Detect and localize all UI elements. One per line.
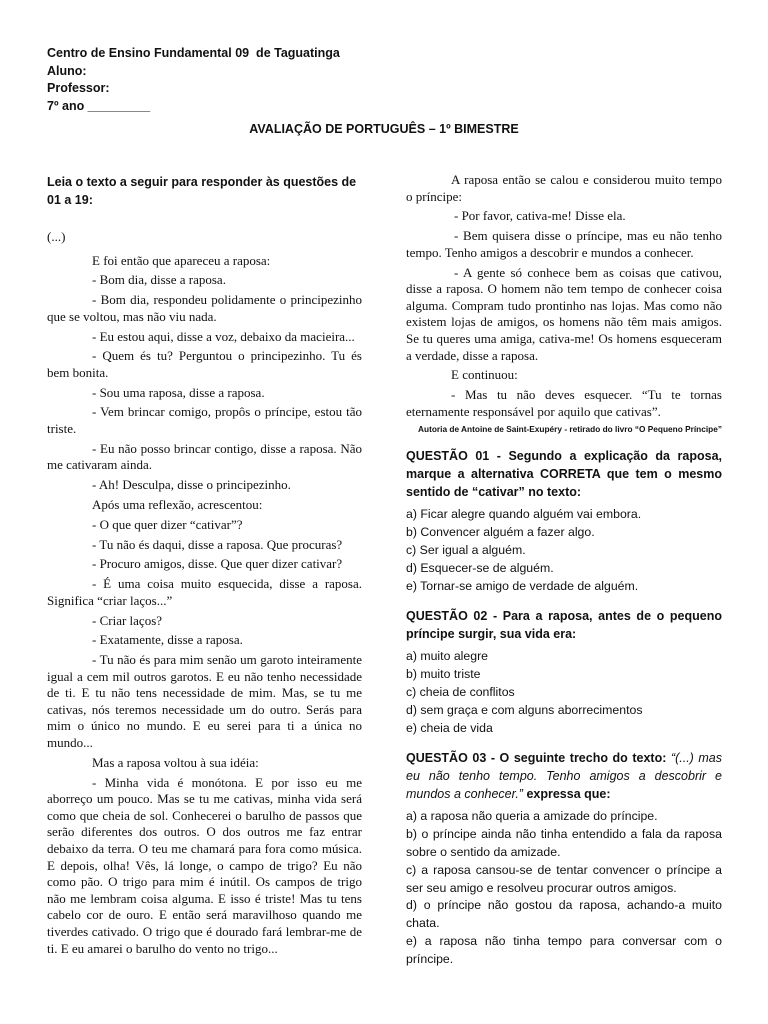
source-credit: Autoria de Antoine de Saint-Exupéry - retirado do livro “O Pequeno Príncipe” <box>418 424 722 435</box>
option-c: c) Ser igual a alguém. <box>406 543 526 558</box>
paragraph: - Bom dia, disse a raposa. <box>92 272 226 288</box>
question-label: QUESTÃO 02 <box>406 609 488 624</box>
option-d: d) sem graça e com alguns aborrecimentos <box>406 702 643 717</box>
question-03 <box>406 749 722 968</box>
option-a: a) Ficar alegre quando alguém vai embora. <box>406 507 642 522</box>
paragraph: - Exatamente, disse a raposa. <box>92 632 243 648</box>
paragraph: - Eu estou aqui, disse a voz, debaixo da macieira... <box>92 328 355 344</box>
question-stem: - O seguinte trecho do texto: <box>486 751 671 766</box>
paragraph: Mas a raposa voltou à sua idéia: <box>92 754 259 770</box>
paragraph: - Bom dia, respondeu polidamente o principezinho que se voltou, mas não viu nada. <box>47 292 362 324</box>
paragraph: - Mas tu não deves esquecer. “Tu te tornas eternamente responsável por aquilo que cativas”. <box>406 387 722 419</box>
school-name: Centro de Ensino Fundamental 09 de Taguatinga <box>47 46 340 60</box>
paragraph: - Procuro amigos, disse. Que quer dizer cativar? <box>92 556 343 572</box>
paragraph: - A gente só conhece bem as coisas que cativou, disse a raposa. O homem não tem tempo de conhecer coisa alguma. Compram tudo prontinho nas lojas. Mas como não existem lojas de amigos, os homens não têm mais amigos. Se tu queres uma amiga, cativa-me! Os homens esqueceram a verdade, disse a raposa. <box>406 264 722 363</box>
paragraph: A raposa então se calou e considerou muito tempo o príncipe: <box>406 172 722 204</box>
page-title: AVALIAÇÃO DE PORTUGUÊS – 1º BIMESTRE <box>249 122 519 136</box>
question-stem: - Segundo a explicação da raposa, marque a alternativa CORRETA que tem o mesmo sentido de “cativar” no texto: <box>406 449 722 500</box>
paragraph: E continuou: <box>451 367 518 383</box>
paragraph: (...) <box>47 229 66 244</box>
option-a: a) a raposa não queria a amizade do príncipe. <box>406 809 658 824</box>
question-quote: “(...) mas eu não tenho tempo. Tenho amigos a descobrir e mundos a conhecer.” <box>406 751 723 802</box>
question-01 <box>406 447 722 595</box>
document-header <box>47 45 447 115</box>
paragraph: - Eu não posso brincar contigo, disse a raposa. Não me cativaram ainda. <box>47 440 362 473</box>
option-b: b) Convencer alguém a fazer algo. <box>406 525 595 540</box>
question-label: QUESTÃO 01 <box>406 449 490 464</box>
paragraph: - Vem brincar comigo, propôs o príncipe, estou tão triste. <box>47 404 362 437</box>
option-c: c) cheia de conflitos <box>406 685 515 700</box>
paragraph: - É uma coisa muito esquecida, disse a raposa. Significa “criar laços...” <box>47 576 362 608</box>
paragraph: - O que quer dizer “cativar”? <box>92 516 243 532</box>
question-tail: expressa que: <box>522 787 611 802</box>
question-header <box>406 447 722 501</box>
option-b: b) o príncipe ainda não tinha entendido a fala da raposa sobre o sentido da amizade. <box>406 827 722 859</box>
option-e: e) a raposa não tinha tempo para conversar com o príncipe. <box>406 933 722 966</box>
paragraph: - Ah! Desculpa, disse o principezinho. <box>92 477 291 493</box>
paragraph: - Por favor, cativa-me! Disse ela. <box>454 208 626 224</box>
option-e: e) Tornar-se amigo de verdade de alguém. <box>406 578 639 593</box>
paragraph: - Criar laços? <box>92 612 163 628</box>
option-d: d) Esquecer-se de alguém. <box>406 560 554 575</box>
grade-field: 7º ano _________ <box>47 98 151 113</box>
right-column <box>406 172 722 981</box>
question-header <box>406 749 722 803</box>
option-e: e) cheia de vida <box>406 720 493 735</box>
question-stem: - Para a raposa, antes de o pequeno príncipe surgir, sua vida era: <box>406 609 722 642</box>
question-label: QUESTÃO 03 <box>406 751 487 766</box>
paragraph: - Sou uma raposa, disse a raposa. <box>92 384 265 400</box>
paragraph: - Quem és tu? Perguntou o principezinho. Tu és bem bonita. <box>47 348 362 380</box>
teacher-field: Professor: <box>47 81 110 95</box>
left-column <box>47 173 362 960</box>
paragraph: Após uma reflexão, acrescentou: <box>92 497 263 512</box>
paragraph: - Bem quisera disse o príncipe, mas eu não tenho tempo. Tenho amigos a descobrir e mundos a conhecer. <box>406 228 722 260</box>
question-02 <box>406 607 722 737</box>
paragraph: - Tu não és daqui, disse a raposa. Que procuras? <box>92 536 343 552</box>
option-d: d) o príncipe não gostou da raposa, achando-a muito chata. <box>406 898 722 931</box>
option-a: a) muito alegre <box>406 649 489 664</box>
paragraph: - Tu não és para mim senão um garoto inteiramente igual a cem mil outros garotos. E eu não tenho necessidade de ti. E tu não tens necessidade de mim. Mas, se tu me cativas, nós teremos necessidade um do outro. Serás para mim o único no mundo. E eu serei para ti a única no mundo... <box>47 652 362 751</box>
story-text-right <box>406 172 722 420</box>
paragraph: E foi então que apareceu a raposa: <box>92 252 271 268</box>
option-b: b) muito triste <box>406 667 481 682</box>
question-header <box>406 607 722 643</box>
student-field: Aluno: <box>47 63 87 78</box>
instruction: Leia o texto a seguir para responder às questões de 01 a 19: <box>47 175 357 207</box>
paragraph: - Minha vida é monótona. E por isso eu me aborreço um pouco. Mas se tu me cativas, minha vida será como que cheia de sol. Conhecerei o barulho de passos que serão diferentes dos outros. O dos outros me faz entrar debaixo da terra. O teu me chamará para fora como música. E depois, olha! Vês, lá longe, o campo de trigo? Eu não como pão. O trigo para mim é inútil. Os campos de trigo não me lembram coisa alguma. E isso é triste! Mas tu tens cabelo cor de ouro. E então será maravilhoso quando me tiverdes cativado. O trigo que é dourado fará lembrar-me de ti. E eu amarei o barulho do vento no trigo... <box>47 774 362 956</box>
option-c: c) a raposa cansou-se de tentar convencer o príncipe a ser seu amigo e resolveu procurar outros amigos. <box>406 862 722 895</box>
story-text-left <box>47 229 362 957</box>
